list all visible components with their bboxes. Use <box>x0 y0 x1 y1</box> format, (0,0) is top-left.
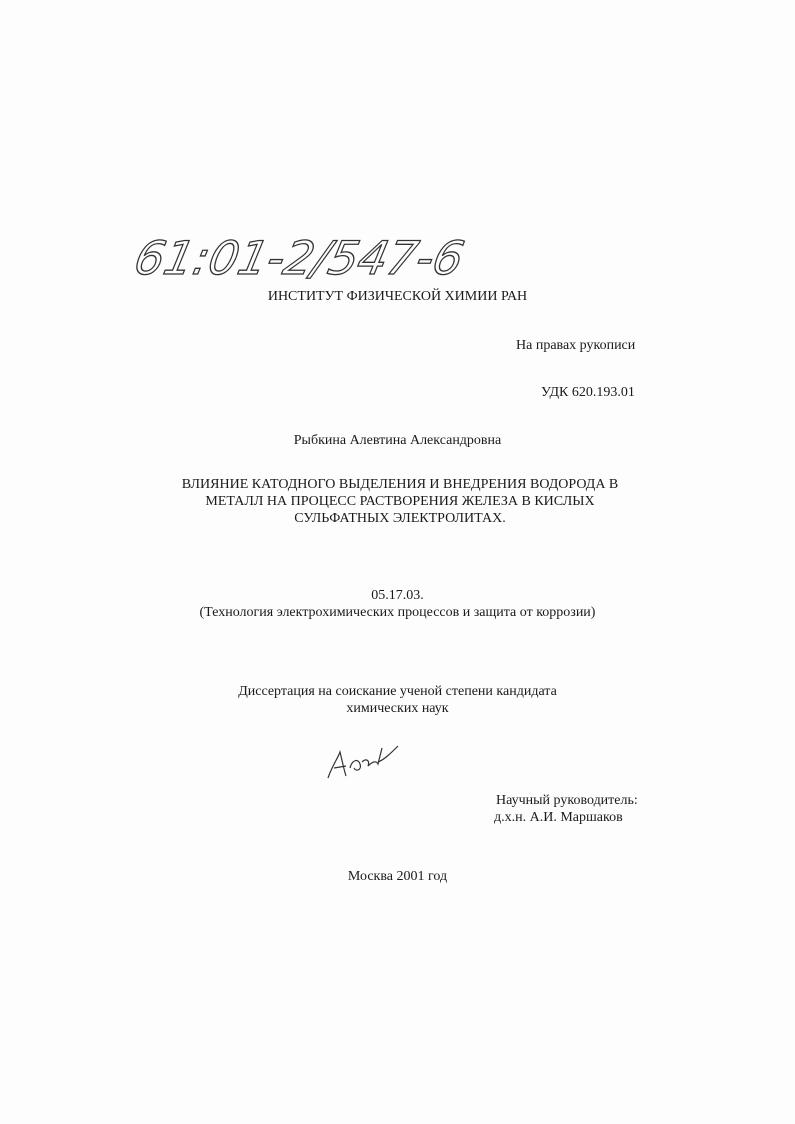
supervisor-label: Научный руководитель: <box>496 793 638 808</box>
specialty-code: 05.17.03. <box>371 588 424 603</box>
author-signature <box>322 738 402 788</box>
city-and-year: Москва 2001 год <box>347 869 448 884</box>
handwritten-archive-code <box>129 218 469 288</box>
degree-line-1: Диссертация на соискание ученой степени кандидата <box>238 684 557 699</box>
title-line-1: ВЛИЯНИЕ КАТОДНОГО ВЫДЕЛЕНИЯ И ВНЕДРЕНИЯ ВОДОРОДА В <box>181 477 619 492</box>
udc-code: УДК 620.193.01 <box>541 385 635 400</box>
svg-text:61:01-2/547-6: 61:01-2/547-6 <box>129 231 469 285</box>
specialty-name: (Технология электрохимических процессов и защита от коррозии) <box>199 605 596 620</box>
manuscript-rights-note: На правах рукописи <box>516 338 636 353</box>
title-line-3: СУЛЬФАТНЫХ ЭЛЕКТРОЛИТАХ. <box>294 511 506 526</box>
title-line-2: МЕТАЛЛ НА ПРОЦЕСС РАСТВОРЕНИЯ ЖЕЛЕЗА В КИСЛЫХ <box>205 494 595 509</box>
degree-line-2: химических наук <box>346 701 449 716</box>
supervisor-name: д.х.н. А.И. Маршаков <box>494 810 623 825</box>
institute-name: ИНСТИТУТ ФИЗИЧЕСКОЙ ХИМИИ РАН <box>267 289 528 304</box>
author-name: Рыбкина Алевтина Александровна <box>293 433 502 448</box>
dissertation-title <box>150 476 650 527</box>
